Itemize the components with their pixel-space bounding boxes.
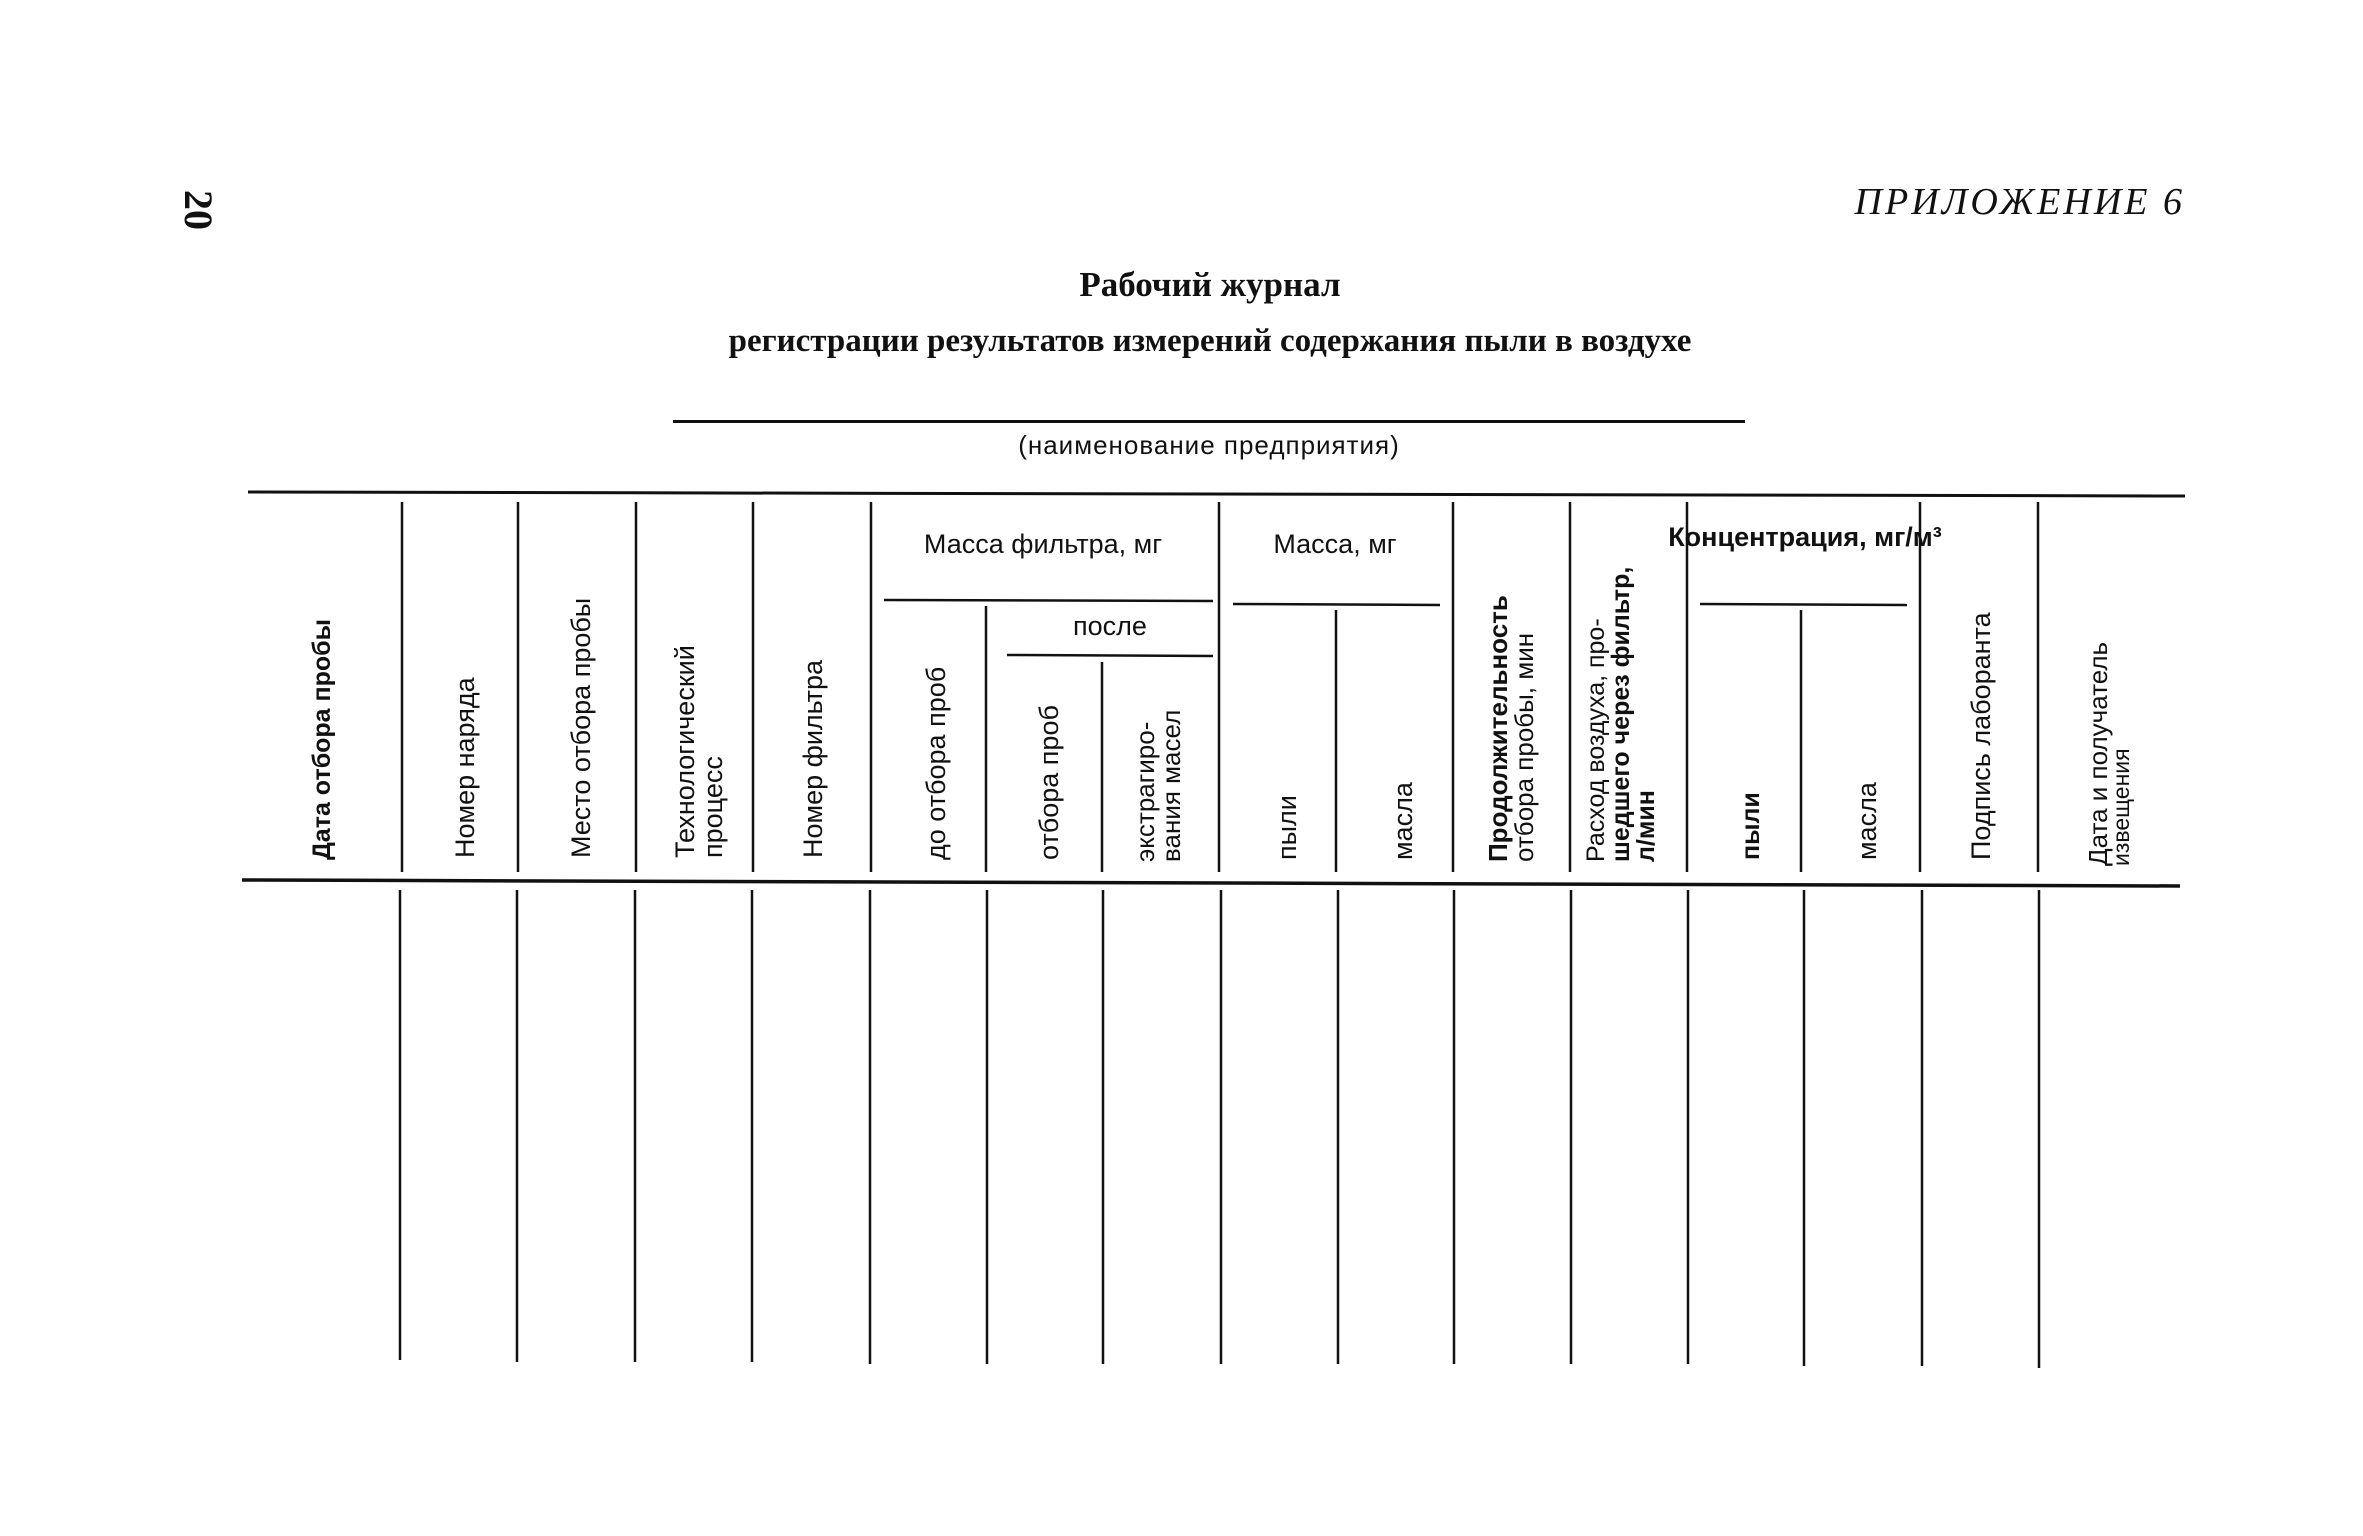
col-notice-line1: Дата и получатель: [2083, 641, 2113, 866]
filter-mass-group-rule: [884, 600, 1213, 601]
group-header-concentration: [1668, 522, 1942, 552]
col-airflow-line2: шедшего через фильтр,: [1607, 566, 1635, 862]
col-after-extraction-line1: экстрагиро-: [1130, 721, 1160, 862]
group-header-filter-mass: Масса фильтра, мг: [923, 529, 1163, 559]
col-lab-signature: Подпись лаборанта: [1966, 612, 1996, 860]
col-airflow: [1582, 560, 1660, 862]
col-after-sampling: отбора проб: [1034, 705, 1064, 860]
col-airflow-line1: Расход воздуха, про-: [1582, 618, 1610, 862]
table-header-bottom-rule: [242, 880, 2180, 886]
col-before-sampling: до отбора проб: [921, 666, 951, 860]
concentration-label: Концентрация, мг/м³: [1668, 522, 1942, 552]
appendix-label: ПРИЛОЖЕНИЕ 6: [1854, 181, 2185, 223]
filter-after-group-rule: [1007, 655, 1213, 656]
mass-group-rule: [1233, 604, 1440, 605]
col-duration-line1: Продолжительность: [1483, 595, 1513, 862]
body-column-lines: [400, 890, 2039, 1368]
col-order-number: Номер наряда: [450, 677, 480, 858]
col-conc-oil: масла: [1852, 782, 1882, 860]
enterprise-caption: (наименование предприятия): [1018, 430, 1400, 460]
page-number: 20: [176, 190, 221, 230]
col-notice-line2: извещения: [2108, 748, 2134, 866]
col-tech-process-line2: процесс: [698, 756, 728, 858]
col-airflow-line3: л/мин: [1632, 790, 1660, 862]
journal-subtitle: регистрации результатов измерений содержания пыли в воздухе: [728, 323, 1692, 359]
col-duration-line2: отбора пробы, мин: [1509, 632, 1539, 862]
col-after-extraction-line2: вания масел: [1156, 709, 1186, 862]
col-duration: [1483, 588, 1539, 862]
col-conc-dust: пыли: [1737, 792, 1765, 860]
group-header-filter-after: после: [1073, 611, 1147, 641]
col-filter-number: Номер фильтра: [798, 659, 828, 858]
col-tech-process: [670, 638, 728, 858]
col-sample-date: Дата отбора пробы: [308, 619, 336, 860]
col-mass-oil: масла: [1388, 782, 1418, 860]
col-notice: [2083, 635, 2134, 866]
col-sample-place: Место отбора пробы: [566, 597, 596, 858]
col-mass-dust: пыли: [1272, 795, 1302, 860]
conc-group-rule: [1700, 604, 1907, 605]
header-column-separators: [402, 502, 2038, 872]
col-tech-process-line1: Технологический: [670, 645, 700, 858]
table-top-rule: [248, 492, 2185, 496]
group-header-mass: Масса, мг: [1273, 529, 1397, 559]
col-after-extraction: [1130, 710, 1186, 862]
journal-title: Рабочий журнал: [1079, 265, 1341, 304]
